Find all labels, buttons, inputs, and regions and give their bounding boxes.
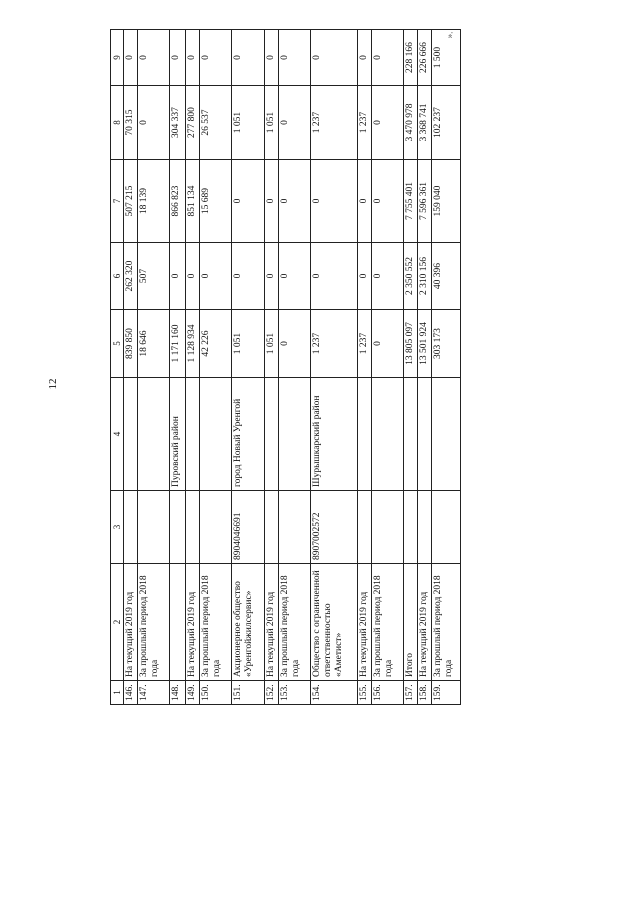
table-cell bbox=[431, 378, 460, 491]
table-row bbox=[265, 30, 279, 705]
table-cell: 155. bbox=[358, 681, 372, 705]
table-cell: 0 bbox=[372, 86, 404, 160]
table-cell: 102 237 bbox=[431, 86, 460, 160]
table-cell: 13 805 097 bbox=[404, 310, 418, 378]
table-cell: 0 bbox=[186, 243, 200, 310]
table-row bbox=[186, 30, 200, 705]
table-cell: 262 320 bbox=[124, 243, 138, 310]
table-cell: 0 bbox=[372, 30, 404, 86]
table-row bbox=[431, 30, 460, 705]
table-cell: 1 237 bbox=[358, 310, 372, 378]
table-cell: 70 315 bbox=[124, 86, 138, 160]
table-cell: 0 bbox=[200, 30, 232, 86]
header-cell: 1 bbox=[111, 681, 124, 705]
table-cell: 228 166 bbox=[404, 30, 418, 86]
table-row bbox=[358, 30, 372, 705]
table-cell: 0 bbox=[232, 243, 265, 310]
table-cell: Шурышкарский район bbox=[311, 378, 358, 491]
table-cell: 0 bbox=[279, 243, 311, 310]
table-cell: 0 bbox=[138, 30, 170, 86]
table-cell: 0 bbox=[358, 30, 372, 86]
table-cell: 40 396 bbox=[431, 243, 460, 310]
table-cell bbox=[431, 491, 460, 564]
table-cell bbox=[265, 491, 279, 564]
table-row bbox=[417, 30, 431, 705]
table-cell: 150. bbox=[200, 681, 232, 705]
header-cell: 2 bbox=[111, 564, 124, 681]
table-cell: 304 337 bbox=[170, 86, 186, 160]
table-cell bbox=[372, 378, 404, 491]
table-cell bbox=[200, 491, 232, 564]
table-cell: 1 237 bbox=[311, 310, 358, 378]
table-cell: На текущий 2019 год bbox=[265, 564, 279, 681]
table-cell bbox=[279, 378, 311, 491]
table-cell: 7 755 401 bbox=[404, 160, 418, 243]
table-cell: 226 666 bbox=[417, 30, 431, 86]
table-row bbox=[138, 30, 170, 705]
table-cell: 159 040 bbox=[431, 160, 460, 243]
header-cell: 3 bbox=[111, 491, 124, 564]
table-cell: 147. bbox=[138, 681, 170, 705]
table-row bbox=[124, 30, 138, 705]
table-cell: 1 051 bbox=[265, 86, 279, 160]
table-cell: 0 bbox=[311, 160, 358, 243]
table-cell bbox=[372, 491, 404, 564]
table-cell: Общество с ограниченной ответственностью «Аметист» bbox=[311, 564, 358, 681]
table-cell: 18 646 bbox=[138, 310, 170, 378]
table-cell: 146. bbox=[124, 681, 138, 705]
table-cell: 2 350 552 bbox=[404, 243, 418, 310]
table-cell: 154. bbox=[311, 681, 358, 705]
table-cell bbox=[265, 378, 279, 491]
table-body bbox=[124, 30, 461, 705]
table-cell: За прошлый период 2018 года bbox=[138, 564, 170, 681]
table-cell bbox=[124, 378, 138, 491]
data-table bbox=[110, 29, 461, 705]
table-cell: 153. bbox=[279, 681, 311, 705]
table-cell: 0 bbox=[170, 243, 186, 310]
table-cell bbox=[138, 491, 170, 564]
table-cell: 1 128 934 bbox=[186, 310, 200, 378]
table-cell bbox=[170, 564, 186, 681]
table-cell: 0 bbox=[138, 86, 170, 160]
table-cell: Итого bbox=[404, 564, 418, 681]
table-cell: 507 bbox=[138, 243, 170, 310]
table-cell: 1 237 bbox=[311, 86, 358, 160]
table-row bbox=[372, 30, 404, 705]
table-cell: На текущий 2019 год bbox=[186, 564, 200, 681]
table-cell bbox=[358, 378, 372, 491]
table-cell: 0 bbox=[358, 160, 372, 243]
table-cell: 0 bbox=[200, 243, 232, 310]
table-cell: 8907002572 bbox=[311, 491, 358, 564]
header-cell: 6 bbox=[111, 243, 124, 310]
table-container bbox=[110, 30, 454, 705]
table-cell: 1 051 bbox=[265, 310, 279, 378]
table-cell: 149. bbox=[186, 681, 200, 705]
table-row bbox=[311, 30, 358, 705]
table-cell bbox=[279, 491, 311, 564]
table-cell: 0 bbox=[279, 160, 311, 243]
table-cell: 156. bbox=[372, 681, 404, 705]
table-cell: 158. bbox=[417, 681, 431, 705]
table-cell: 0 bbox=[372, 160, 404, 243]
table-cell: 0 bbox=[265, 243, 279, 310]
table-cell bbox=[200, 378, 232, 491]
table-cell: 3 368 741 bbox=[417, 86, 431, 160]
table-cell: 0 bbox=[372, 310, 404, 378]
table-cell: 839 850 bbox=[124, 310, 138, 378]
table-cell: 15 689 bbox=[200, 160, 232, 243]
table-cell: Акционерное общество «Уренгойжилсервис» bbox=[232, 564, 265, 681]
header-cell: 8 bbox=[111, 86, 124, 160]
table-cell: За прошлый период 2018 года bbox=[200, 564, 232, 681]
table-cell bbox=[170, 491, 186, 564]
page-number: 12 bbox=[47, 378, 59, 390]
table-cell: 0 bbox=[372, 243, 404, 310]
table-cell: 851 134 bbox=[186, 160, 200, 243]
table-cell bbox=[404, 378, 418, 491]
table-cell bbox=[186, 378, 200, 491]
header-row bbox=[111, 30, 124, 705]
table-cell bbox=[417, 378, 431, 491]
table-cell: Пуровский район bbox=[170, 378, 186, 491]
table-cell: 507 215 bbox=[124, 160, 138, 243]
table-cell: На текущий 2019 год bbox=[358, 564, 372, 681]
header-cell: 7 bbox=[111, 160, 124, 243]
table-cell: 303 173 bbox=[431, 310, 460, 378]
table-cell bbox=[186, 491, 200, 564]
table-cell: 0 bbox=[279, 86, 311, 160]
table-cell: За прошлый период 2018 года bbox=[431, 564, 460, 681]
table-cell: За прошлый период 2018 года bbox=[372, 564, 404, 681]
table-cell bbox=[138, 378, 170, 491]
table-cell: 159. bbox=[431, 681, 460, 705]
table-cell: 0 bbox=[279, 310, 311, 378]
table-cell: 13 501 924 bbox=[417, 310, 431, 378]
table-cell: 3 470 978 bbox=[404, 86, 418, 160]
table-cell: За прошлый период 2018 года bbox=[279, 564, 311, 681]
table-cell bbox=[124, 491, 138, 564]
table-cell: 152. bbox=[265, 681, 279, 705]
table-row bbox=[200, 30, 232, 705]
table-cell bbox=[404, 491, 418, 564]
page-mark: ». bbox=[444, 31, 455, 39]
table-cell: 0 bbox=[358, 243, 372, 310]
table-row bbox=[404, 30, 418, 705]
table-cell: 42 226 bbox=[200, 310, 232, 378]
table-cell: 1 171 160 bbox=[170, 310, 186, 378]
table-cell: 0 bbox=[232, 160, 265, 243]
table-cell: 277 800 bbox=[186, 86, 200, 160]
table-cell: 0 bbox=[186, 30, 200, 86]
table-row bbox=[232, 30, 265, 705]
table-cell: 7 596 361 bbox=[417, 160, 431, 243]
table-cell: 0 bbox=[124, 30, 138, 86]
table-cell: 148. bbox=[170, 681, 186, 705]
table-cell: 0 bbox=[279, 30, 311, 86]
table-cell: На текущий 2019 год bbox=[417, 564, 431, 681]
table-cell: 8904046691 bbox=[232, 491, 265, 564]
table-cell: 1 237 bbox=[358, 86, 372, 160]
table-cell: 18 139 bbox=[138, 160, 170, 243]
header-cell: 9 bbox=[111, 30, 124, 86]
table-cell: 0 bbox=[232, 30, 265, 86]
table-cell: На текущий 2019 год bbox=[124, 564, 138, 681]
table-cell: 151. bbox=[232, 681, 265, 705]
header-cell: 5 bbox=[111, 310, 124, 378]
table-cell bbox=[358, 491, 372, 564]
table-cell: 157. bbox=[404, 681, 418, 705]
table-cell: 0 bbox=[265, 160, 279, 243]
table-row bbox=[279, 30, 311, 705]
table-cell: 0 bbox=[311, 30, 358, 86]
table-cell: 1 051 bbox=[232, 310, 265, 378]
table-row bbox=[170, 30, 186, 705]
table-cell: 0 bbox=[311, 243, 358, 310]
table-cell: город Новый Уренгой bbox=[232, 378, 265, 491]
table-cell: 26 537 bbox=[200, 86, 232, 160]
header-cell: 4 bbox=[111, 378, 124, 491]
table-cell: 0 bbox=[265, 30, 279, 86]
table-cell: 866 823 bbox=[170, 160, 186, 243]
table-cell: 2 310 156 bbox=[417, 243, 431, 310]
table-cell: 1 051 bbox=[232, 86, 265, 160]
table-cell: 1 500 bbox=[431, 30, 460, 86]
table-cell: 0 bbox=[170, 30, 186, 86]
table-cell bbox=[417, 491, 431, 564]
